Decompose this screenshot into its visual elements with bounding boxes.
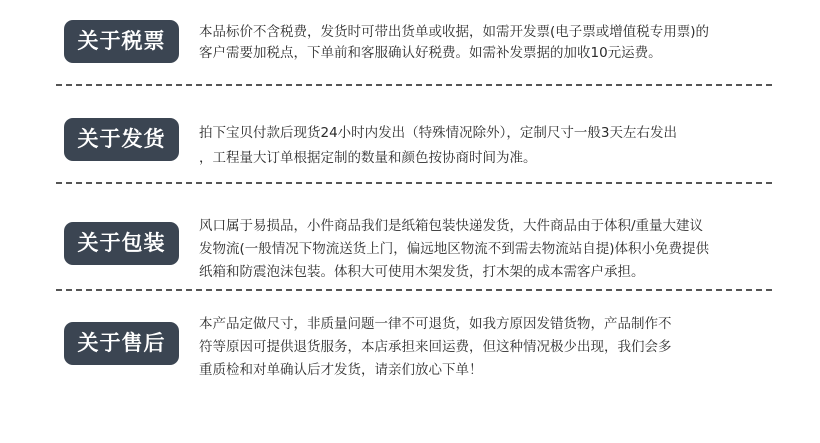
text-line: 拍下宝贝付款后现货24小时内发出（特殊情况除外），定制尺寸一般3天左右发出: [199, 125, 678, 141]
section-text-shipping: [199, 121, 779, 171]
section-text-packaging: [199, 215, 779, 284]
text-line: ，工程量大订单根据定制的数量和颜色按协商时间为准。: [199, 150, 537, 166]
section-badge-packaging: 关于包装: [64, 222, 179, 265]
section-badge-tax: 关于税票: [64, 20, 179, 63]
dashed-divider: [56, 84, 772, 86]
section-text-tax: [199, 22, 779, 64]
text-line: 风口属于易损品，小件商品我们是纸箱包装快递发货，大件商品由于体积/重量大建议: [199, 218, 704, 234]
text-line: 纸箱和防震泡沫包装。体积大可使用木架发货，打木架的成本需客户承担。: [199, 264, 645, 280]
text-line: 客户需要加税点，下单前和客服确认好税费。如需补发票据的加收10元运费。: [199, 45, 662, 61]
section-badge-shipping: 关于发货: [64, 118, 179, 161]
text-line: 本品标价不含税费，发货时可带出货单或收据，如需开发票(电子票或增值税专用票)的: [199, 24, 710, 40]
text-line: 本产品定做尺寸，非质量问题一律不可退货，如我方原因发错货物，产品制作不: [199, 316, 672, 332]
text-line: 发物流(一般情况下物流送货上门，偏远地区物流不到需去物流站自提)体积小免费提供: [199, 241, 710, 257]
section-text-after-sales: [199, 313, 779, 382]
text-line: 符等原因可提供退货服务，本店承担来回运费，但这种情况极少出现，我们会多: [199, 339, 672, 355]
dashed-divider: [56, 289, 772, 291]
dashed-divider: [56, 182, 772, 184]
section-badge-after-sales: 关于售后: [64, 322, 179, 365]
text-line: 重质检和对单确认后才发货，请亲们放心下单！: [199, 362, 483, 378]
